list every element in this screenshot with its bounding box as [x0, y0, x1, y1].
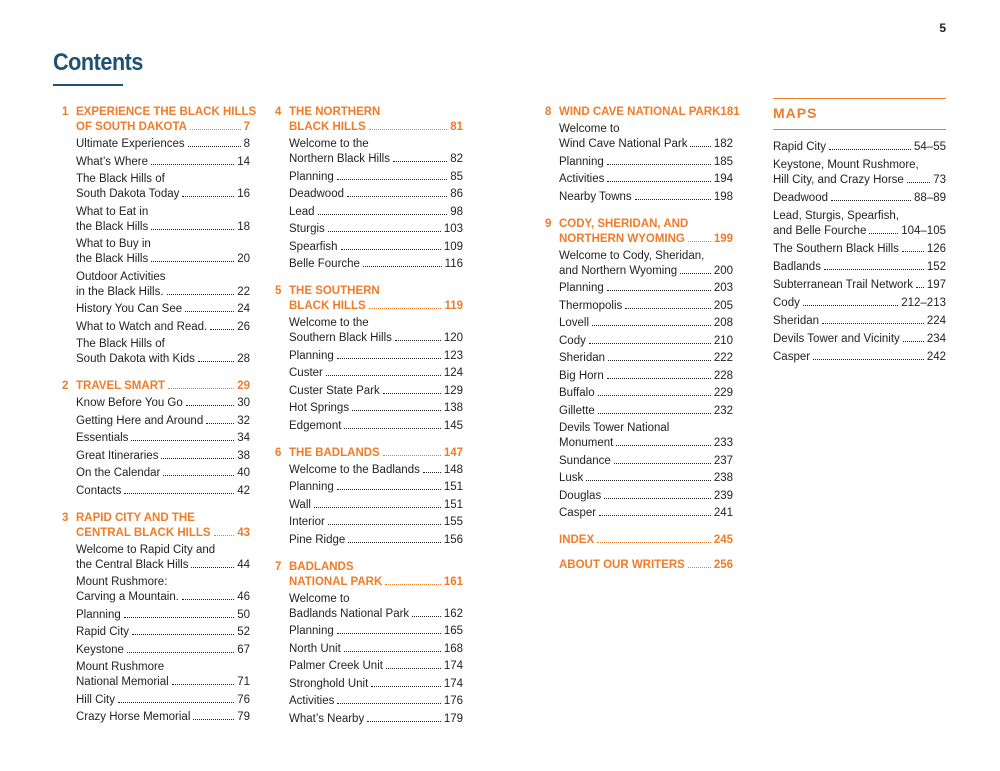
map-entry[interactable]: Lead, Sturgis, Spearfish, and Belle Fourche 104–105 [773, 210, 946, 237]
toc-entry[interactable]: Buffalo 229 [559, 387, 733, 399]
chapter-title[interactable]: BADLANDS NATIONAL PARK 161 [289, 560, 463, 588]
chapter-page: 161 [443, 575, 463, 588]
toc-entry[interactable]: Edgemont 145 [289, 419, 463, 432]
chapter-title[interactable]: TRAVEL SMART 29 [76, 380, 250, 392]
chapter-title[interactable]: WIND CAVE NATIONAL PARK 181 [559, 106, 740, 118]
chapter-title[interactable]: RAPID CITY AND THE CENTRAL BLACK HILLS 43 [76, 511, 250, 539]
page-number: 5 [939, 21, 946, 35]
writers-section [545, 558, 733, 573]
toc-entry[interactable]: Rapid City 52 [76, 626, 250, 638]
map-entry[interactable]: Keystone, Mount Rushmore, Hill City, and Crazy Horse 73 [773, 159, 946, 186]
about-writers-link[interactable]: ABOUT OUR WRITERS 256 [559, 559, 733, 571]
toc-entry[interactable]: Pine Ridge 156 [289, 533, 463, 546]
toc-entry[interactable]: What’s Nearby 179 [289, 712, 463, 725]
chapter-7 [275, 560, 463, 727]
chapter-number: 4 [275, 106, 282, 118]
toc-entry[interactable]: Planning 123 [289, 349, 463, 362]
toc-entry[interactable]: Great Itineraries 38 [76, 449, 250, 462]
chapter-page: 43 [237, 526, 250, 539]
chapter-page: 7 [243, 121, 250, 133]
chapter-page: 29 [237, 380, 250, 392]
toc-entry[interactable]: Mount Rushmore National Memorial 71 [76, 661, 250, 688]
toc-entry[interactable]: On the Calendar 40 [76, 467, 250, 479]
chapter-2 [62, 379, 250, 499]
chapter-6 [275, 446, 463, 548]
chapter-title[interactable]: CODY, SHERIDAN, AND NORTHERN WYOMING 199 [559, 217, 733, 245]
chapter-page: 119 [444, 300, 463, 312]
map-entry[interactable]: Cody 212–213 [773, 297, 946, 309]
toc-entry[interactable]: Planning 203 [559, 282, 733, 294]
toc-entry[interactable]: Custer 124 [289, 367, 463, 379]
toc-entry[interactable]: Outdoor Activities in the Black Hills. 22 [76, 270, 250, 298]
chapter-title[interactable]: EXPERIENCE THE BLACK HILLS OF SOUTH DAKOTA 7 [76, 106, 257, 133]
toc-entry[interactable]: Deadwood 86 [289, 188, 463, 200]
page-title: Contents [53, 49, 143, 76]
toc-entry[interactable]: What’s Where 14 [76, 155, 250, 168]
maps-heading: MAPS [773, 105, 818, 121]
toc-column-2 [275, 105, 463, 735]
map-entry[interactable]: Deadwood 88–89 [773, 192, 946, 204]
toc-entry[interactable]: Planning 151 [289, 481, 463, 493]
toc-entry[interactable]: Welcome to Rapid City and the Central Black Hills 44 [76, 543, 250, 571]
chapter-title[interactable]: THE NORTHERN BLACK HILLS 81 [289, 106, 463, 133]
chapter-title[interactable]: THE SOUTHERN BLACK HILLS 119 [289, 285, 463, 312]
chapter-3 [62, 511, 250, 726]
chapter-number: 8 [545, 106, 552, 118]
toc-entry[interactable]: Palmer Creek Unit 174 [289, 660, 463, 672]
toc-entry[interactable]: Nearby Towns 198 [559, 190, 733, 203]
toc-entry[interactable]: Ultimate Experiences 8 [76, 138, 250, 150]
toc-entry[interactable]: The Black Hills of South Dakota Today 16 [76, 173, 250, 200]
chapter-5 [275, 284, 463, 434]
toc-entry[interactable]: Contacts 42 [76, 484, 250, 497]
toc-entry[interactable]: The Black Hills of South Dakota with Kids 28 [76, 338, 250, 365]
toc-entry[interactable]: Welcome to the Badlands 148 [289, 463, 463, 476]
toc-entry[interactable]: Planning 165 [289, 625, 463, 637]
toc-entry[interactable]: Welcome to Badlands National Park 162 [289, 592, 463, 620]
toc-entry[interactable]: What to Buy in the Black Hills 20 [76, 238, 250, 265]
toc-entry[interactable]: Essentials 34 [76, 432, 250, 444]
toc-entry[interactable]: Getting Here and Around 32 [76, 414, 250, 427]
toc-entry[interactable]: Mount Rushmore: Carving a Mountain. 46 [76, 576, 250, 603]
chapter-page: 199 [713, 232, 733, 245]
chapter-page: 147 [443, 446, 463, 459]
toc-entry[interactable]: Gillette 232 [559, 404, 733, 417]
chapter-number: 9 [545, 217, 552, 230]
map-entry[interactable]: Subterranean Trail Network 197 [773, 279, 946, 291]
toc-entry[interactable]: Welcome to the Southern Black Hills 120 [289, 317, 463, 344]
toc-entry[interactable]: Welcome to Wind Cave National Park 182 [559, 123, 733, 150]
toc-entry[interactable]: Lovell 208 [559, 317, 733, 329]
toc-entry[interactable]: Crazy Horse Memorial 79 [76, 711, 250, 723]
toc-entry[interactable]: Sturgis 103 [289, 223, 463, 235]
toc-entry[interactable]: Lead 98 [289, 205, 463, 218]
toc-entry[interactable]: Custer State Park 129 [289, 384, 463, 397]
toc-entry[interactable]: Casper 241 [559, 507, 733, 519]
chapter-9 [545, 217, 733, 522]
chapter-8 [545, 105, 740, 205]
toc-entry[interactable]: Sundance 237 [559, 454, 733, 467]
chapter-number: 7 [275, 560, 282, 573]
toc-entry[interactable]: Wall 151 [289, 498, 463, 511]
toc-entry[interactable]: Hill City 76 [76, 693, 250, 706]
chapter-title[interactable]: THE BADLANDS 147 [289, 446, 463, 459]
toc-entry[interactable]: Belle Fourche 116 [289, 258, 463, 270]
toc-entry[interactable]: Devils Tower National Monument 233 [559, 422, 733, 449]
chapter-page: 81 [450, 121, 463, 133]
chapter-page: 181 [720, 106, 740, 118]
toc-entry[interactable]: Welcome to the Northern Black Hills 82 [289, 138, 463, 165]
toc-column-1 [62, 105, 257, 733]
toc-entry[interactable]: Welcome to Cody, Sheridan, and Northern Wyoming 200 [559, 249, 733, 277]
chapter-number: 1 [62, 106, 69, 118]
toc-entry[interactable]: Activities 176 [289, 695, 463, 707]
toc-entry[interactable]: Know Before You Go 30 [76, 397, 250, 409]
toc-entry[interactable]: Stronghold Unit 174 [289, 677, 463, 690]
toc-entry[interactable]: Planning 185 [559, 155, 733, 168]
index-link[interactable]: INDEX 245 [559, 534, 733, 546]
toc-entry[interactable]: Thermopolis 205 [559, 299, 733, 312]
map-entry[interactable]: Rapid City 54–55 [773, 141, 946, 153]
toc-entry[interactable]: Spearfish 109 [289, 240, 463, 253]
toc-entry[interactable]: Big Horn 228 [559, 369, 733, 382]
maps-top-rule [773, 98, 946, 99]
toc-column-3 [545, 105, 740, 581]
toc-entry[interactable]: Keystone 67 [76, 643, 250, 656]
map-entry[interactable]: Sheridan 224 [773, 315, 946, 327]
toc-entry[interactable]: Douglas 239 [559, 489, 733, 502]
map-entry[interactable]: The Southern Black Hills 126 [773, 243, 946, 255]
toc-entry[interactable]: What to Watch and Read. 26 [76, 320, 250, 333]
map-entry[interactable]: Badlands 152 [773, 261, 946, 273]
maps-column [773, 98, 946, 368]
chapter-number: 6 [275, 446, 282, 459]
toc-entry[interactable]: Sheridan 222 [559, 352, 733, 364]
toc-entry[interactable]: Cody 210 [559, 334, 733, 347]
index-section [545, 533, 733, 548]
toc-entry[interactable]: Planning 85 [289, 170, 463, 183]
map-entry[interactable]: Devils Tower and Vicinity 234 [773, 333, 946, 345]
title-underline [53, 84, 123, 86]
toc-entry[interactable]: What to Eat in the Black Hills 18 [76, 205, 250, 233]
maps-heading-rule [773, 129, 946, 130]
chapter-4 [275, 105, 463, 272]
toc-entry[interactable]: North Unit 168 [289, 642, 463, 655]
chapter-1 [62, 105, 257, 367]
chapter-number: 5 [275, 285, 282, 297]
toc-entry[interactable]: Planning 50 [76, 608, 250, 621]
toc-entry[interactable]: Interior 155 [289, 516, 463, 528]
toc-entry[interactable]: Lusk 238 [559, 472, 733, 484]
map-entry[interactable]: Casper 242 [773, 351, 946, 363]
toc-entry[interactable]: Hot Springs 138 [289, 402, 463, 414]
chapter-number: 2 [62, 380, 69, 392]
toc-entry[interactable]: History You Can See 24 [76, 303, 250, 315]
chapter-number: 3 [62, 511, 69, 524]
toc-entry[interactable]: Activities 194 [559, 173, 733, 185]
